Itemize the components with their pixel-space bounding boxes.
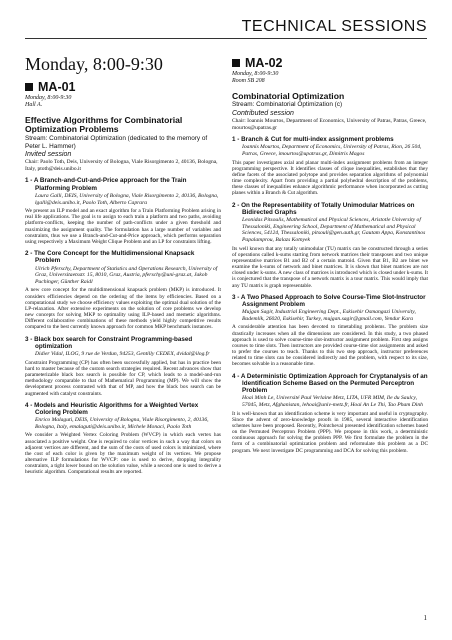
paper-title: 3 - Black box search for Constraint Programming-based optimization bbox=[25, 335, 193, 350]
right-column bbox=[232, 54, 428, 459]
day-title: Monday, 8:00-9:30 bbox=[25, 54, 163, 74]
paper-authors: Enrico Malaguti, DEIS, University of Bologna, Viale Risorgimento, 2, 40136, Bologna, Italy, emalaguti@deis.unibo.it, Michele Monaci, Paolo Toth bbox=[35, 417, 209, 430]
session-heading-ma01 bbox=[25, 80, 221, 94]
paper-item bbox=[25, 402, 221, 476]
paper-abstract: We present an ILP model and an exact algorithm for a Train Platforming Problem arising in real life applications. The goal is to assign to each train a platform and two paths, avoiding platform-conflicts, keeping the number of path-conflicts under a given threshold and maximizing the assignment quality. The formulation has a large number of variables and constraints, thus we use a Branch-and-Cut-and-Price approach, which performs separation using respectively a Maximum Weight Clique Problem and an LP for constraints lifting. bbox=[25, 208, 221, 245]
paper-item bbox=[232, 136, 428, 196]
session-name: Effective Algorithms for Combinatorial Optimization Problems bbox=[25, 114, 183, 135]
paper-item bbox=[25, 177, 221, 245]
paper-title: 2 - On the Representability of Totally Unimodular Matrices on Bidirected Graphs bbox=[232, 201, 415, 216]
session-type: Invited session bbox=[25, 151, 72, 159]
session-stream: Stream: Combinatorial Optimization (c) bbox=[232, 101, 343, 109]
session-id: MA-01 bbox=[38, 80, 76, 94]
session-name: Combinatorial Optimization bbox=[232, 90, 345, 101]
running-header: TECHNICAL SESSIONS bbox=[25, 18, 427, 39]
paper-authors: Ioannis Mourtos, Department of Economics, University of Patras, Rion, 26 504, Patras, Greece, imourtos@upatras.gr, Dimitris Magos bbox=[242, 144, 422, 158]
paper-title: 2 - The Core Concept for the Multidimensional Knapsack Problem bbox=[25, 250, 195, 265]
square-bullet-icon bbox=[232, 59, 240, 67]
session-heading-ma02 bbox=[232, 56, 428, 70]
paper-title: 4 - Models and Heuristic Algorithms for a Weighted Vertex Coloring Problem bbox=[25, 401, 199, 416]
paper-abstract: Constraint Programming (CP) has often been successfully applied, but has in practice been hard to master because of the custom search strategies required. Recent advances show that parameterizable black box search is possible for CP, which leads to a model-and-run methodology comparable to that of Mathematical Programming (MP). We will show the development process contrasted with that of MP, and how the black box search can be augmented with catalyst constraints. bbox=[25, 359, 221, 397]
paper-authors: Leonidas Pitsoulis, Mathematical and Physical Sciences, Aristotle University of Thessaloniki, Engineering School, Department of Mathematical and Physical Sciences, 54124, Thessaloniki, pitsouli@gen.auth.gr, Gautam Appa, Konstantinos Papalamprou, Balazs Kotnyek bbox=[242, 217, 426, 243]
session-chair: Chair: Paolo Toth, Deis, University of Bologna, Viale Risorgimento 2, 40136, Bologna, Italy, ptoth@deis.unibo.it bbox=[25, 159, 218, 172]
session-type: Contributed session bbox=[232, 110, 294, 117]
paper-authors: Mujgan Sagir, Industrial Engineering Dept., Eskisehir Osmangazi University, Bademlik, 26020, Eskisehir, Turkey, mujgan.sagir@gmail.com, Yendur Kara bbox=[242, 309, 416, 322]
paper-item bbox=[232, 294, 428, 368]
paper-title: 3 - A Two Phased Approach to Solve Course-Time Slot-Instructor Assignment Problem bbox=[232, 293, 426, 308]
paper-title: 1 - Branch & Cut for multi-index assignment problems bbox=[232, 136, 394, 144]
paper-authors: Ulrich Pferschy, Department of Statistics and Operations Research, University of Graz, Universitaetsstr. 15, 8010, Graz, Austria, pferschy@uni-graz.at, Jakob Puchinger, Günther Raidl bbox=[35, 265, 218, 285]
paper-abstract: This paper investigates axial and planar multi-index assignment problems from an integer programming perspective. It identifies classes of clique inequalities, establishes that they define facets of the associated polytope and provides separation algorithms of polynomial time complexity. Apart from providing a partial polyhedral description of the problems, these classes of inequalities enhance algorithmic performance when incorporated as cutting planes within a Branch & Cut algorithm. bbox=[232, 159, 428, 197]
session-stream: Stream: Combinatorial Optimization (dedicated to the memory of Peter L. Hammer) bbox=[25, 135, 208, 150]
paper-title: 4 - A Deterministic Optimization Approach for Cryptanalysis of an Identification Scheme Based on the Permuted Perceptron Problem bbox=[232, 372, 428, 395]
session-room: Hall A. bbox=[25, 102, 43, 109]
session-time: Monday, 8:00-9:30 bbox=[25, 95, 72, 101]
paper-abstract: It is well-known that an identification scheme is very important and useful in cryptography. Since the advent of zero-knowledge proofs in 1985, several interactive identification schemes have been proposed. Recently, Pointcheval presented identification schemes based on the Permuted Perceptron Problem (PPP). We propose in this work, a deterministic continuous approach for solving the problem PPP. We first formulate the problem in the form of a combinatorial optimization problem and reformulate this problem as a DC program. We next investigate DC programming and DCA for solving this problem. bbox=[232, 410, 428, 454]
left-column bbox=[25, 54, 221, 481]
square-bullet-icon bbox=[25, 83, 33, 91]
paper-abstract: Its well known that any totally unimodular (TU) matrix can be constructed through a series of operations called k-sums starting from network matrices their transposes and two unique representative matrices B1 and B2 of a certain matroid. Given that B1, B2 are binet we examine the k-sums of network and binet matrices. It is shown that binet matrices are not closed under k-sums. A new class of matrices is introduced which is closed under k-sums. It is conjectured that the transpose of a network matrix is a tour matrix. This would imply that any TU matrix is graph representable. bbox=[232, 245, 428, 289]
paper-abstract: We consider a Weighted Vertex Coloring Problem (WVCP) in which each vertex has associated a positive weight. One is required to color vertices in such a way that colors on adjacent vertices are different, and the sum of the costs of used colors is minimized, where the cost of each color is given by the maximum weight of its vertices. We propose alternative ILP formulations for WVCP: one is used to derive, dropping integrality constraints, a tight lower bound on the solution value, while a second one is used to derive a heuristic algorithm. Computational results are reported. bbox=[25, 432, 221, 476]
paper-authors: Laura Galli, DEIS, University of Bologna, Viale Risorgimento 2, 40136, Bologna, lgalli@deis.unibo.it, Paolo Toth, Alberto Caprara bbox=[35, 192, 219, 206]
page-number: 1 bbox=[423, 614, 427, 622]
paper-item bbox=[25, 336, 221, 397]
session-room: Room SB 208 bbox=[232, 78, 265, 85]
session-id: MA-02 bbox=[245, 56, 283, 70]
paper-abstract: A considerable attention has been devoted to timetabling problems. The problem size drastically increases when all the dimensions are considered. In this study, a two phased approach is used to solve course-time slot-instructor assignment problem. First step assigns courses to time slots. Then instructors are provided course-time slot assignments and asked to prefer the courses to teach. Thanks to this two step approach, instructor preferences related to time slots can be considered indirectly and the problem, with respect to its size, becomes solvable in a reasonable time. bbox=[232, 324, 428, 368]
paper-abstract: A new core concept for the multidimensional knapsack problem (MKP) is introduced. It considers efficiencies depend on the ordering of the items by efficiencies. Based on a computational study we choose efficiency values exploiting the optimal dual solution of the LP-relaxation. After extensive experiments on the solution of core problems we develop new concepts for solving MKP to optimality using ILP-based and memetic algorithms. Different collaborative combinations of these methods yield highly competitive results compared to the best currently known approach for common MKP benchmark instances. bbox=[25, 287, 221, 331]
paper-item bbox=[232, 373, 428, 454]
paper-authors: Didier Vidal, ILOG, 9 rue de Verdun, 94253, Gentilly CEDEX, dvidal@ilog.fr bbox=[35, 351, 210, 358]
session-chair: Chair: Ioannis Mourtos, Department of Economics, University of Patras, Patras, Greece, mourtos@upatras.gr bbox=[232, 118, 427, 131]
paper-item bbox=[25, 250, 221, 330]
paper-item bbox=[232, 202, 428, 289]
session-time: Monday, 8:00-9:30 bbox=[232, 71, 279, 77]
paper-authors: Hoai Minh Le, Université Paul Verlaine Metz, LITA, UFR MIM, Ile du Saulcy, 57045, Metz, Afghanistan, lehoai@univ-metz.fr, Hoai An Le Thi, Tao Pham Dinh bbox=[242, 395, 423, 409]
paper-title: 1 - A Branch-and-Cut-and-Price approach for the Train Platforming Problem bbox=[25, 177, 187, 192]
